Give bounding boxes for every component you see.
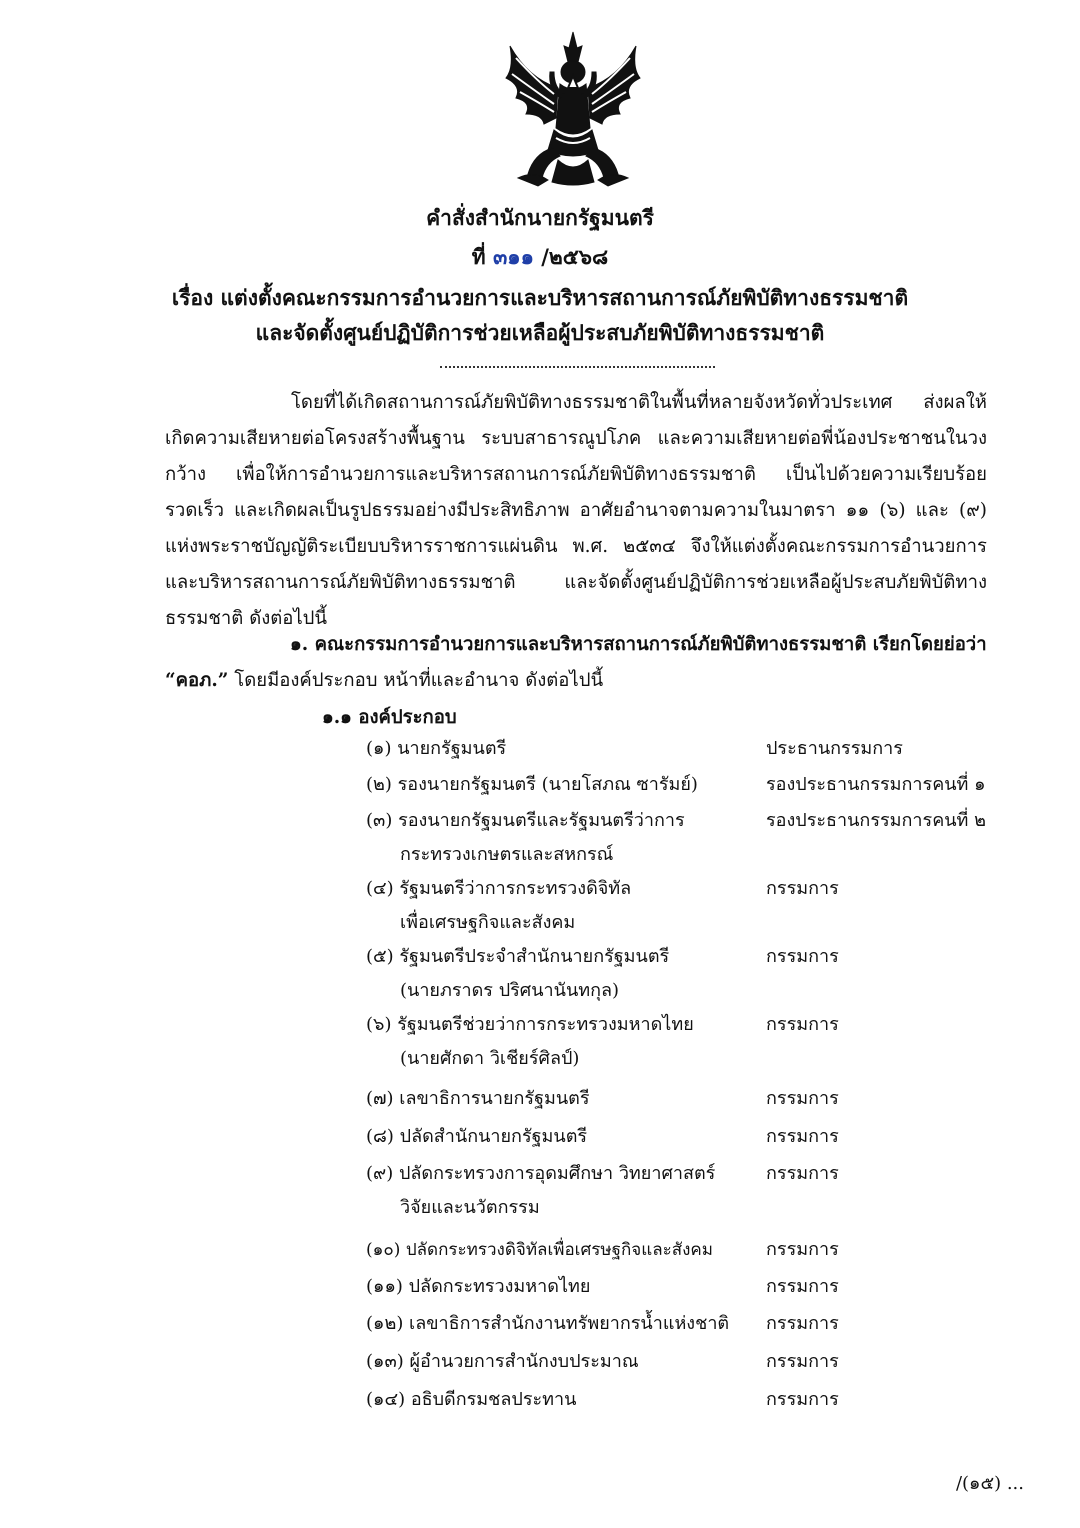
member-role: กรรมการ [766, 1313, 839, 1334]
preamble-paragraph [165, 385, 987, 637]
member-role: กรรมการ [766, 1088, 839, 1109]
document-page: คำสั่งสำนักนายกรัฐมนตรี ที่ ๓๑๑ /๒๕๖๘ เรื่อง แต่งตั้งคณะกรรมการอำนวยการและบริหารสถานการณ์ภัยพิบัติทางธรรมชาติ และจัดตั้งศูนย์ปฏิบัติการช่วยเหลือผู้ประสบภัยพิบัติทางธรรมชาติ โดยที่ได้เกิดสถานการณ์ภัยพิบัติทางธรรมชาติในพื้นที่หลายจังหวัดทั่วประเทศ ส่งผลให้เกิดความเสียหายต่อโครงสร้างพื้นฐาน ระบบสาธารณูปโภค และความเสียหายต่อพี่น้องประชาชนในวงกว้าง เพื่อให้การอำนวยการและบริหารสถานการณ์ภัยพิบัติทางธรรมชาติ เป็นไปด้วยความเรียบร้อย รวดเร็ว และเกิดผลเป็นรูปธรรมอย่างมีประสิทธิภาพ อาศัยอำนาจตามความในมาตรา ๑๑ (๖) และ (๙) แห่งพระราชบัญญัติระเบียบบริหารราชการแผ่นดิน พ.ศ. ๒๕๓๔ จึงให้แต่งตั้งคณะกรรมการอำนวยการและบริหารสถานการณ์ภัยพิบัติทางธรรมชาติ และจัดตั้งศูนย์ปฏิบัติการช่วยเหลือผู้ประสบภัยพิบัติทางธรรมชาติ ดังต่อไปนี้ ๑. คณะกรรมการอำนวยการและบริหารสถานการณ์ภัยพิบัติทางธรรมชาติ เรียกโดยย่อว่า “คอภ.” โดยมีองค์ประกอบ หน้าที่และอำนาจ ดังต่อไปนี้ ๑.๑ องค์ประกอบ (๑) นายกรัฐมนตรี ประธานกรรมการ (๒) รองนายกรัฐมนตรี (นายโสภณ ซารัมย์) รองประธานกรรมการคนที่ ๑ (๓) รองนายกรัฐมนตรีและรัฐมนตรีว่าการ กระทรวงเกษตรและสหกรณ์ รองประธานกรรมการคนที่ ๒ (๔) รัฐมนตรีว่าการกระทรวงดิจิทัล เพื่อเศรษฐกิจและสังคม กรรมการ (๕) รัฐมนตรีประจำสำนักนายกรัฐมนตรี (นายภราดร ปริศนานันทกุล) กรรมการ (๖) รัฐมนตรีช่วยว่าการกระทรวงมหาดไทย (นายศักดา วิเชียร์ศิลป์) กรรมการ (๗) เลขาธิการนายกรัฐมนตรี กรรมการ (๘) ปลัดสำนักนายกรัฐมนตรี กรรมการ (๙) ปลัดกระทรวงการอุดมศึกษา วิทยาศาสตร์ วิจัยและนวัตกรรม กรรมการ (๑๐) ปลัดกระทรวงดิจิทัลเพื่อเศรษฐกิจและสังคม กรรมการ (๑๑) ปลัดกระทรวงมหาดไทย กรรมการ (๑๒) เลขาธิการสำนักงานทรัพยากรน้ำแห่งชาติ กรรมการ (๑๓) ผู้อำนวยการสำนักงบประมาณ กรรมการ (๑๔) อธิบดีกรมชลประทาน กรรมการ /(๑๕) ... [0, 0, 1080, 1528]
member-role: กรรมการ [766, 946, 839, 967]
member-role: กรรมการ [766, 1126, 839, 1147]
continuation-marker: /(๑๕) ... [955, 1473, 1024, 1494]
member-role: กรรมการ [766, 1163, 839, 1184]
section-1-heading: ๑. คณะกรรมการอำนวยการและบริหารสถานการณ์ภัยพิบัติทางธรรมชาติ เรียกโดยย่อว่า [290, 634, 987, 655]
preamble-text: โดยที่ได้เกิดสถานการณ์ภัยพิบัติทางธรรมชาติในพื้นที่หลายจังหวัดทั่วประเทศ ส่งผลให้เกิดความเสียหายต่อโครงสร้างพื้นฐาน ระบบสาธารณูปโภค และความเสียหายต่อพี่น้องประชาชนในวงกว้าง เพื่อให้การอำนวยการและบริหารสถานการณ์ภัยพิบัติทางธรรมชาติ เป็นไปด้วยความเรียบร้อย รวดเร็ว และเกิดผลเป็นรูปธรรมอย่างมีประสิทธิภาพ อาศัยอำนาจตามความในมาตรา ๑๑ (๖) และ (๙) แห่งพระราชบัญญัติระเบียบบริหารราชการแผ่นดิน พ.ศ. ๒๕๓๔ จึงให้แต่งตั้งคณะกรรมการอำนวยการและบริหารสถานการณ์ภัยพิบัติทางธรรมชาติ และจัดตั้งศูนย์ปฏิบัติการช่วยเหลือผู้ประสบภัยพิบัติทางธรรมชาติ ดังต่อไปนี้ [165, 392, 987, 629]
member-role: กรรมการ [766, 1389, 839, 1410]
section-1-continuation [165, 663, 603, 699]
garuda-emblem [498, 28, 648, 188]
member-role: กรรมการ [766, 1014, 839, 1035]
order-number-line [0, 242, 1080, 272]
member-role: กรรมการ [766, 1276, 839, 1297]
order-prefix: ที่ [471, 244, 486, 269]
subsection-composition-heading: ๑.๑ องค์ประกอบ [322, 707, 457, 728]
member-role: กรรมการ [766, 1351, 839, 1372]
member-role: กรรมการ [766, 1239, 839, 1260]
subject-line-1: เรื่อง แต่งตั้งคณะกรรมการอำนวยการและบริหารสถานการณ์ภัยพิบัติทางธรรมชาติ [171, 285, 909, 310]
member-role: ประธานกรรมการ [766, 738, 903, 759]
committee-abbreviation: “คอภ.” [165, 670, 229, 691]
section-1-rest: โดยมีองค์ประกอบ หน้าที่และอำนาจ ดังต่อไปนี้ [228, 670, 604, 691]
order-number: ๓๑๑ [492, 244, 534, 269]
separator-dotted-line [440, 366, 715, 368]
member-role: รองประธานกรรมการคนที่ ๒ [766, 810, 986, 831]
document-title: คำสั่งสำนักนายกรัฐมนตรี [426, 205, 654, 230]
member-role: รองประธานกรรมการคนที่ ๑ [766, 774, 986, 795]
subject-line-2: และจัดตั้งศูนย์ปฏิบัติการช่วยเหลือผู้ประสบภัยพิบัติทางธรรมชาติ [255, 320, 825, 345]
order-year: /๒๕๖๘ [541, 244, 609, 269]
member-role: กรรมการ [766, 878, 839, 899]
